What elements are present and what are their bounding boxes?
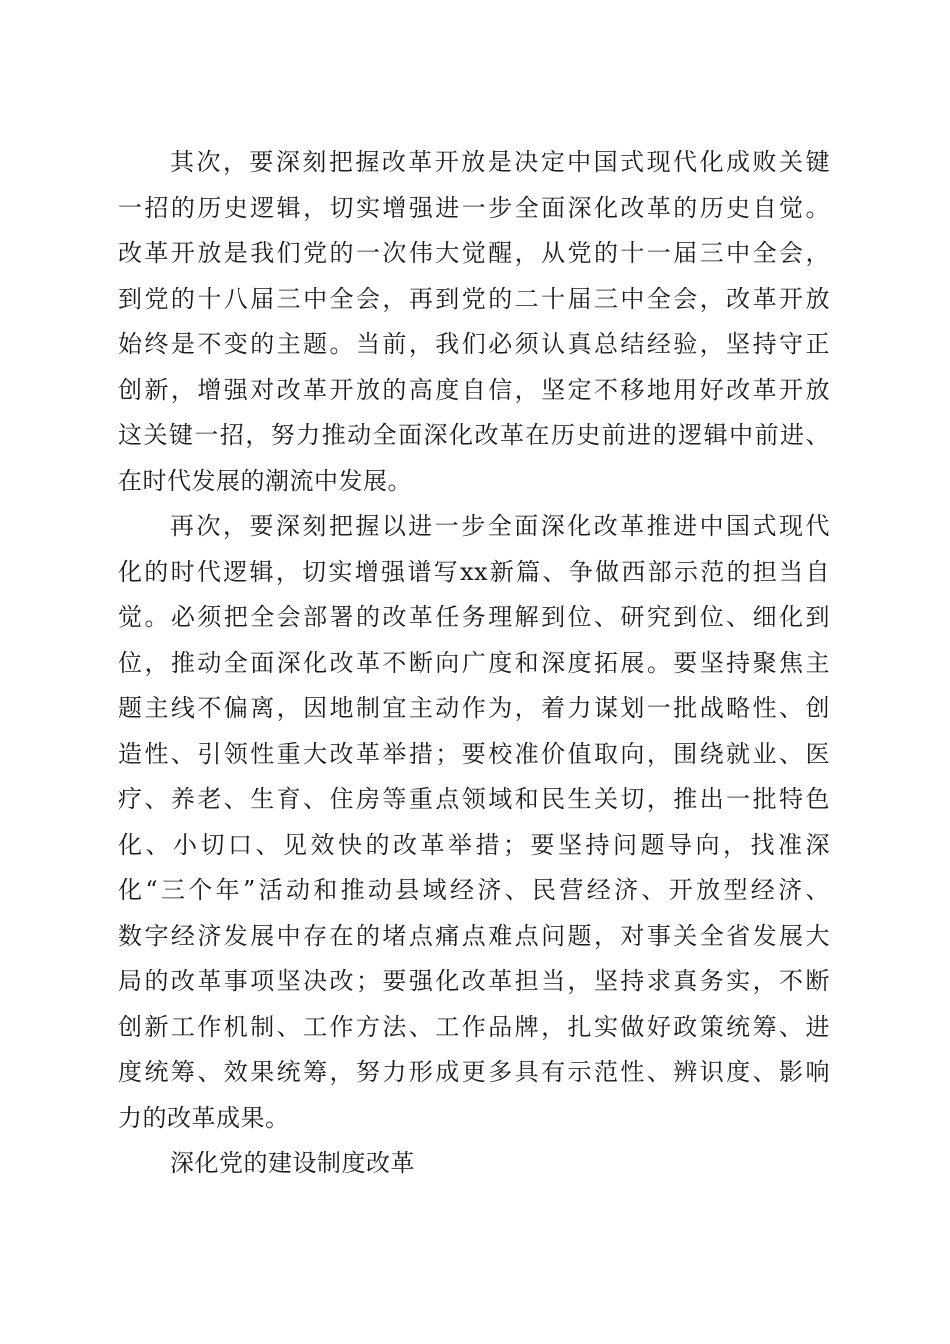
- section-heading-text: 深化党的建设制度改革: [170, 1149, 415, 1177]
- paragraph-line: 化、小切口、见效快的改革举措；要坚持问题导向，找准深: [118, 830, 830, 859]
- paragraph: [118, 140, 830, 504]
- paragraph-line: 疗、养老、生育、住房等重点领域和民生关切，推出一批特色: [118, 785, 830, 813]
- paragraph-line: 在时代发展的潮流中发展。: [118, 466, 412, 495]
- paragraph-line: 其次，要深刻把握改革开放是决定中国式现代化成败关键: [170, 148, 830, 176]
- paragraph-line: 创新工作机制、工作方法、工作品牌，扎实做好政策统筹、进: [118, 1012, 830, 1041]
- paragraph-line: 位，推动全面深化改革不断向广度和深度拓展。要坚持聚焦主: [118, 648, 830, 677]
- paragraph-line: 改革开放是我们党的一次伟大觉醒，从党的十一届三中全会，: [118, 239, 830, 267]
- paragraph-line: 这关键一招，努力推动全面深化改革在历史前进的逻辑中前进、: [118, 421, 830, 449]
- section-heading: [118, 1141, 830, 1187]
- paragraph-line: 造性、引领性重大改革举措；要校准价值取向，围绕就业、医: [118, 739, 830, 768]
- paragraph-line: 数字经济发展中存在的堵点痛点难点问题，对事关全省发展大: [118, 921, 830, 950]
- paragraph-line: 度统筹、效果统筹，努力形成更多具有示范性、辨识度、影响: [118, 1058, 830, 1086]
- paragraph-line: 化“三个年”活动和推动县域经济、民营经济、开放型经济、: [118, 876, 830, 904]
- paragraph-line: 局的改革事项坚决改；要强化改革担当，坚持求真务实，不断: [118, 967, 830, 995]
- paragraph-line: 再次，要深刻把握以进一步全面深化改革推进中国式现代: [170, 512, 830, 540]
- document-body: [118, 140, 830, 1187]
- paragraph: [118, 504, 830, 1141]
- paragraph-line: 一招的历史逻辑，切实增强进一步全面深化改革的历史自觉。: [118, 193, 830, 222]
- paragraph-line: 创新，增强对改革开放的高度自信，坚定不移地用好改革开放: [118, 375, 830, 404]
- paragraph-line: 力的改革成果。: [118, 1103, 290, 1132]
- paragraph-line: 始终是不变的主题。当前，我们必须认真总结经验，坚持守正: [118, 330, 830, 358]
- paragraph-line: 题主线不偏离，因地制宜主动作为，着力谋划一批战略性、创: [118, 694, 830, 722]
- paragraph-line: 觉。必须把全会部署的改革任务理解到位、研究到位、细化到: [118, 603, 830, 631]
- paragraph-line: 化的时代逻辑，切实增强谱写xx新篇、争做西部示范的担当自: [118, 557, 830, 586]
- paragraph-line: 到党的十八届三中全会，再到党的二十届三中全会，改革开放: [118, 284, 830, 313]
